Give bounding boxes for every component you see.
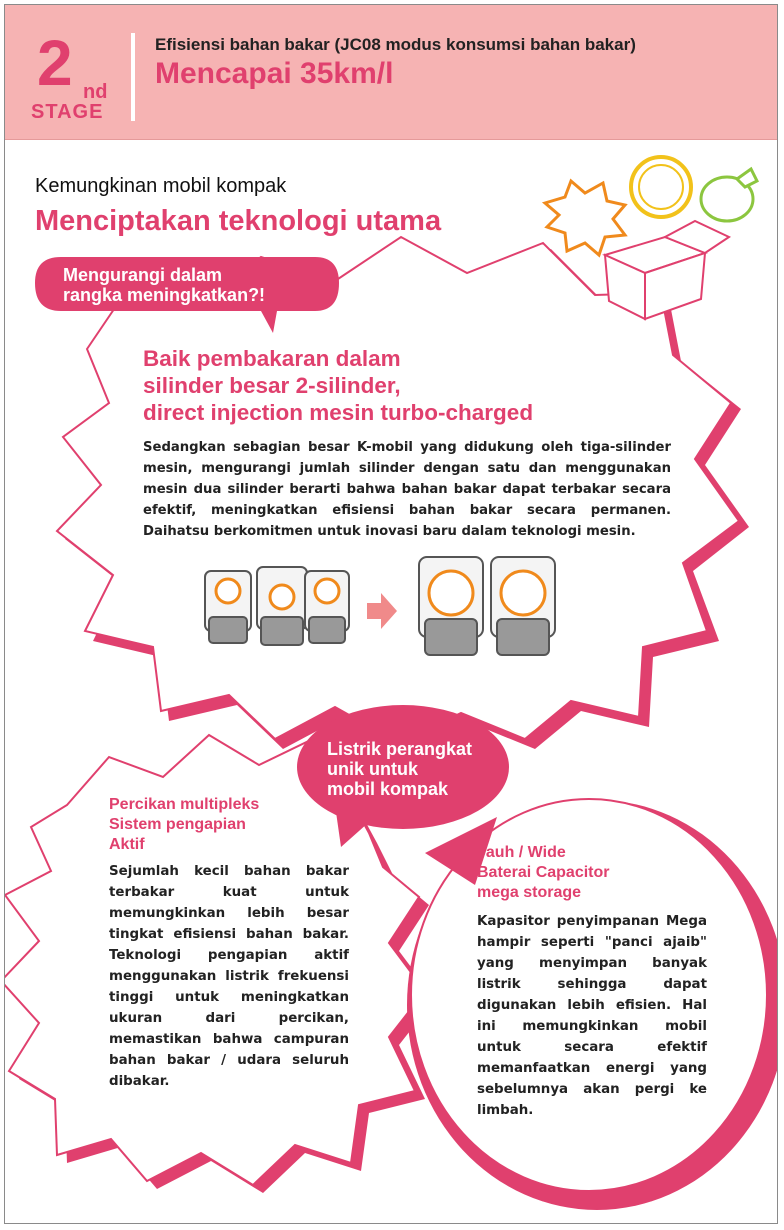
capacitor-title: Jauh / Wide Baterai Capacitor mega storage [477,844,610,901]
small-cylinders-group [205,567,349,645]
capacitor-body: Kapasitor penyimpanan Mega hampir seperti "panci ajaib" yang menyimpan banyak listrik sehingga dapat digunakan lebih efisien. Hal ini memungkinkan mobil untuk secara efektif memanfaatkan energi yang sebelumnya akan pergi ke limbah. [477,914,707,1118]
electric-tag: Listrik perangkat unik untuk mobil kompak [327,739,473,799]
stage-number: 2 [37,27,73,99]
ignition-title: Percikan multipleks Sistem pengapian Aktif [109,796,260,853]
stage-word: STAGE [31,101,104,123]
engine-tag: Mengurangi dalam rangka meningkatkan?! [63,265,266,305]
section-title: Menciptakan teknologi utama [35,205,442,237]
header-subtitle: Efisiensi bahan bakar (JC08 modus konsumsi bahan bakar) [155,35,636,54]
cylinder-icon [305,571,349,643]
spark-character-icon [545,181,625,255]
cylinder-icon [257,567,307,645]
cylinder-icon [205,571,251,643]
stage-suffix: nd [83,81,108,103]
cylinder-icon [491,557,555,655]
ignition-body: Sejumlah kecil bahan bakar terbakar kuat untuk memungkinkan lebih besar tingkat efisiensi bahan bakar. Teknologi pengapian aktif menggunakan listrik frekuensi tinggi untuk meningkatkan ukuran dari percikan, memastikan bahwa campuran bahan bakar / udara seluruh dibakar. [109,864,349,1089]
page-frame [4,4,778,1224]
section-subtitle: Kemungkinan mobil kompak [35,175,287,197]
bulb-character-icon [701,169,757,221]
engine-body: Sedangkan sebagian besar K-mobil yang didukung oleh tiga-silinder mesin, mengurangi jumlah silinder dengan satu dan menggunakan mesin dua silinder berarti bahwa bahan bakar dapat terbakar secara efektif, meningkatkan efisiensi bahan bakar secara permanen. Daihatsu berkomitmen untuk inovasi baru dalam teknologi mesin. [143,440,671,539]
engine-title: Baik pembakaran dalam silinder besar 2-silinder, direct injection mesin turbo-charged [143,346,534,425]
sun-character-icon [631,157,691,217]
cylinder-icon [419,557,483,655]
header-title: Mencapai 35km/l [155,57,394,90]
